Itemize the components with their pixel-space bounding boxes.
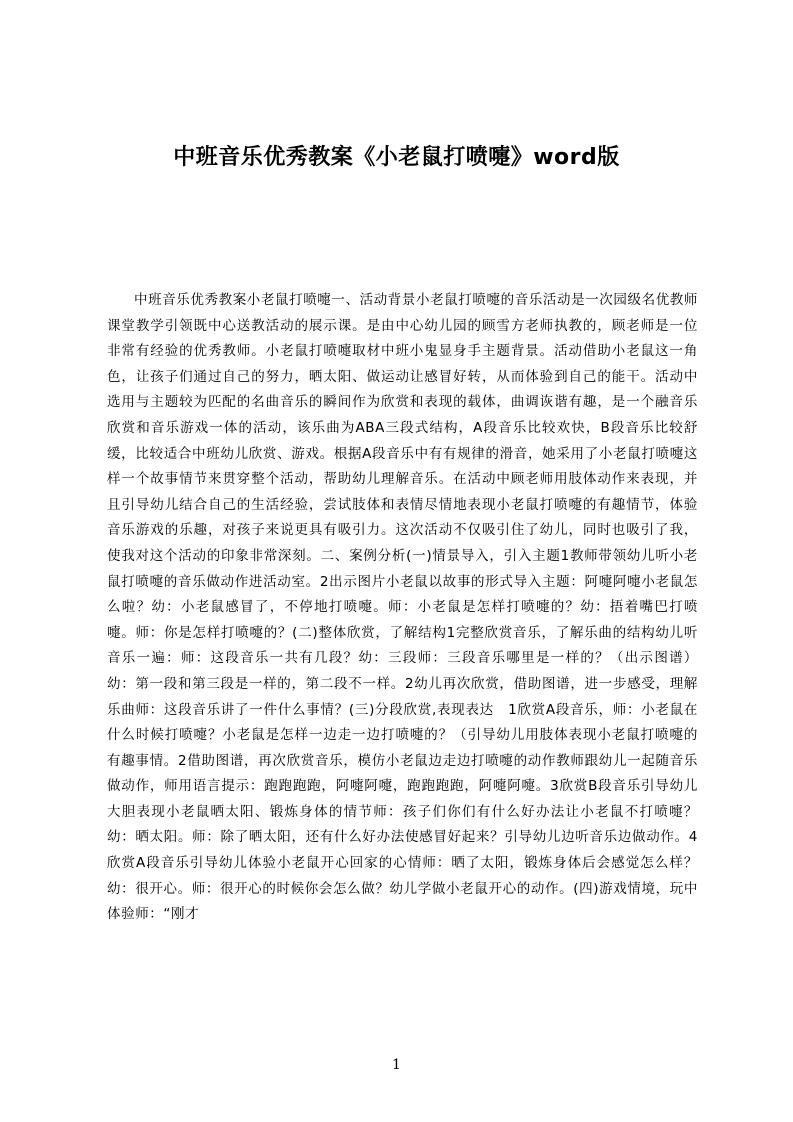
- document-title: 中班音乐优秀教案《小老鼠打喷嚏》word版: [173, 145, 620, 170]
- body-paragraph: 中班音乐优秀教案小老鼠打喷嚏一、活动背景小老鼠打喷嚏的音乐活动是一次园级名优教师课堂教学引领既中心送教活动的展示课。是由中心幼儿园的顾雪方老师执教的，顾老师是一位非常有经验的优秀教师。小老鼠打喷嚏取材中班小鬼显身手主题背景。活动借助小老鼠这一角色，让孩子们通过自己的努力，晒太阳、做运动让感冒好转，从而体验到自己的能干。活动中选用与主题较为匹配的名曲音乐的瞬间作为欣赏和表现的载体，曲调诙谐有趣，是一个融音乐欣赏和音乐游戏一体的活动，该乐曲为ABA三段式结构，A段音乐比较欢快，B段音乐比较舒缓，比较适合中班幼儿欣赏、游戏。根据A段音乐中有有规律的滑音，她采用了小老鼠打喷嚏这样一个故事情节来贯穿整个活动，帮助幼儿理解音乐。在活动中顾老师用肢体动作来表现，并且引导幼儿结合自己的生活经验，尝试肢体和表情尽情地表现小老鼠打喷嚏的有趣情节，体验音乐游戏的乐趣，对孩子来说更具有吸引力。这次活动不仅吸引住了幼儿，同时也吸引了我，使我对这个活动的印象非常深刻。二、案例分析(一)情景导入，引入主题1教师带领幼儿听小老鼠打喷嚏的音乐做动作进活动室。2出示图片小老鼠以故事的形式导入主题：阿嚏阿嚏小老鼠怎么啦？幼：小老鼠感冒了，不停地打喷嚏。师：小老鼠是怎样打喷嚏的？幼：捂着嘴巴打喷嚏。师：你是怎样打喷嚏的？(二)整体欣赏，了解结构1完整欣赏音乐，了解乐曲的结构幼儿听音乐一遍：师：这段音乐一共有几段？幼：三段师：三段音乐哪里是一样的？（出示图谱）幼：第一段和第三段是一样的，第二段不一样。2幼儿再次欣赏，借助图谱，进一步感受，理解乐曲师：这段音乐讲了一件什么事情？(三)分段欣赏,表现表达 1欣赏A段音乐，师：小老鼠在什么时候打喷嚏？小老鼠是怎样一边走一边打喷嚏的？（引导幼儿用肢体表现小老鼠打喷嚏的有趣事情。2借助图谱，再次欣赏音乐，模仿小老鼠边走边打喷嚏的动作教师跟幼儿一起随音乐做动作，师用语言提示：跑跑跑跑，阿嚏阿嚏，跑跑跑跑，阿嚏阿嚏。3欣赏B段音乐引导幼儿大胆表现小老鼠晒太阳、锻炼身体的情节师：孩子们你们有什么好办法让小老鼠不打喷嚏？幼：晒太阳。师：除了晒太阳，还有什么好办法使感冒好起来？引导幼儿边听音乐边做动作。4欣赏A段音乐引导幼儿体验小老鼠开心回家的心情师：晒了太阳，锻炼身体后会感觉怎么样？幼：很开心。师：很开心的时候你会怎么做？幼儿学做小老鼠开心的动作。(四)游戏情境，玩中体验师：“刚才: [107, 292, 698, 923]
- page-number: 1: [392, 1057, 401, 1073]
